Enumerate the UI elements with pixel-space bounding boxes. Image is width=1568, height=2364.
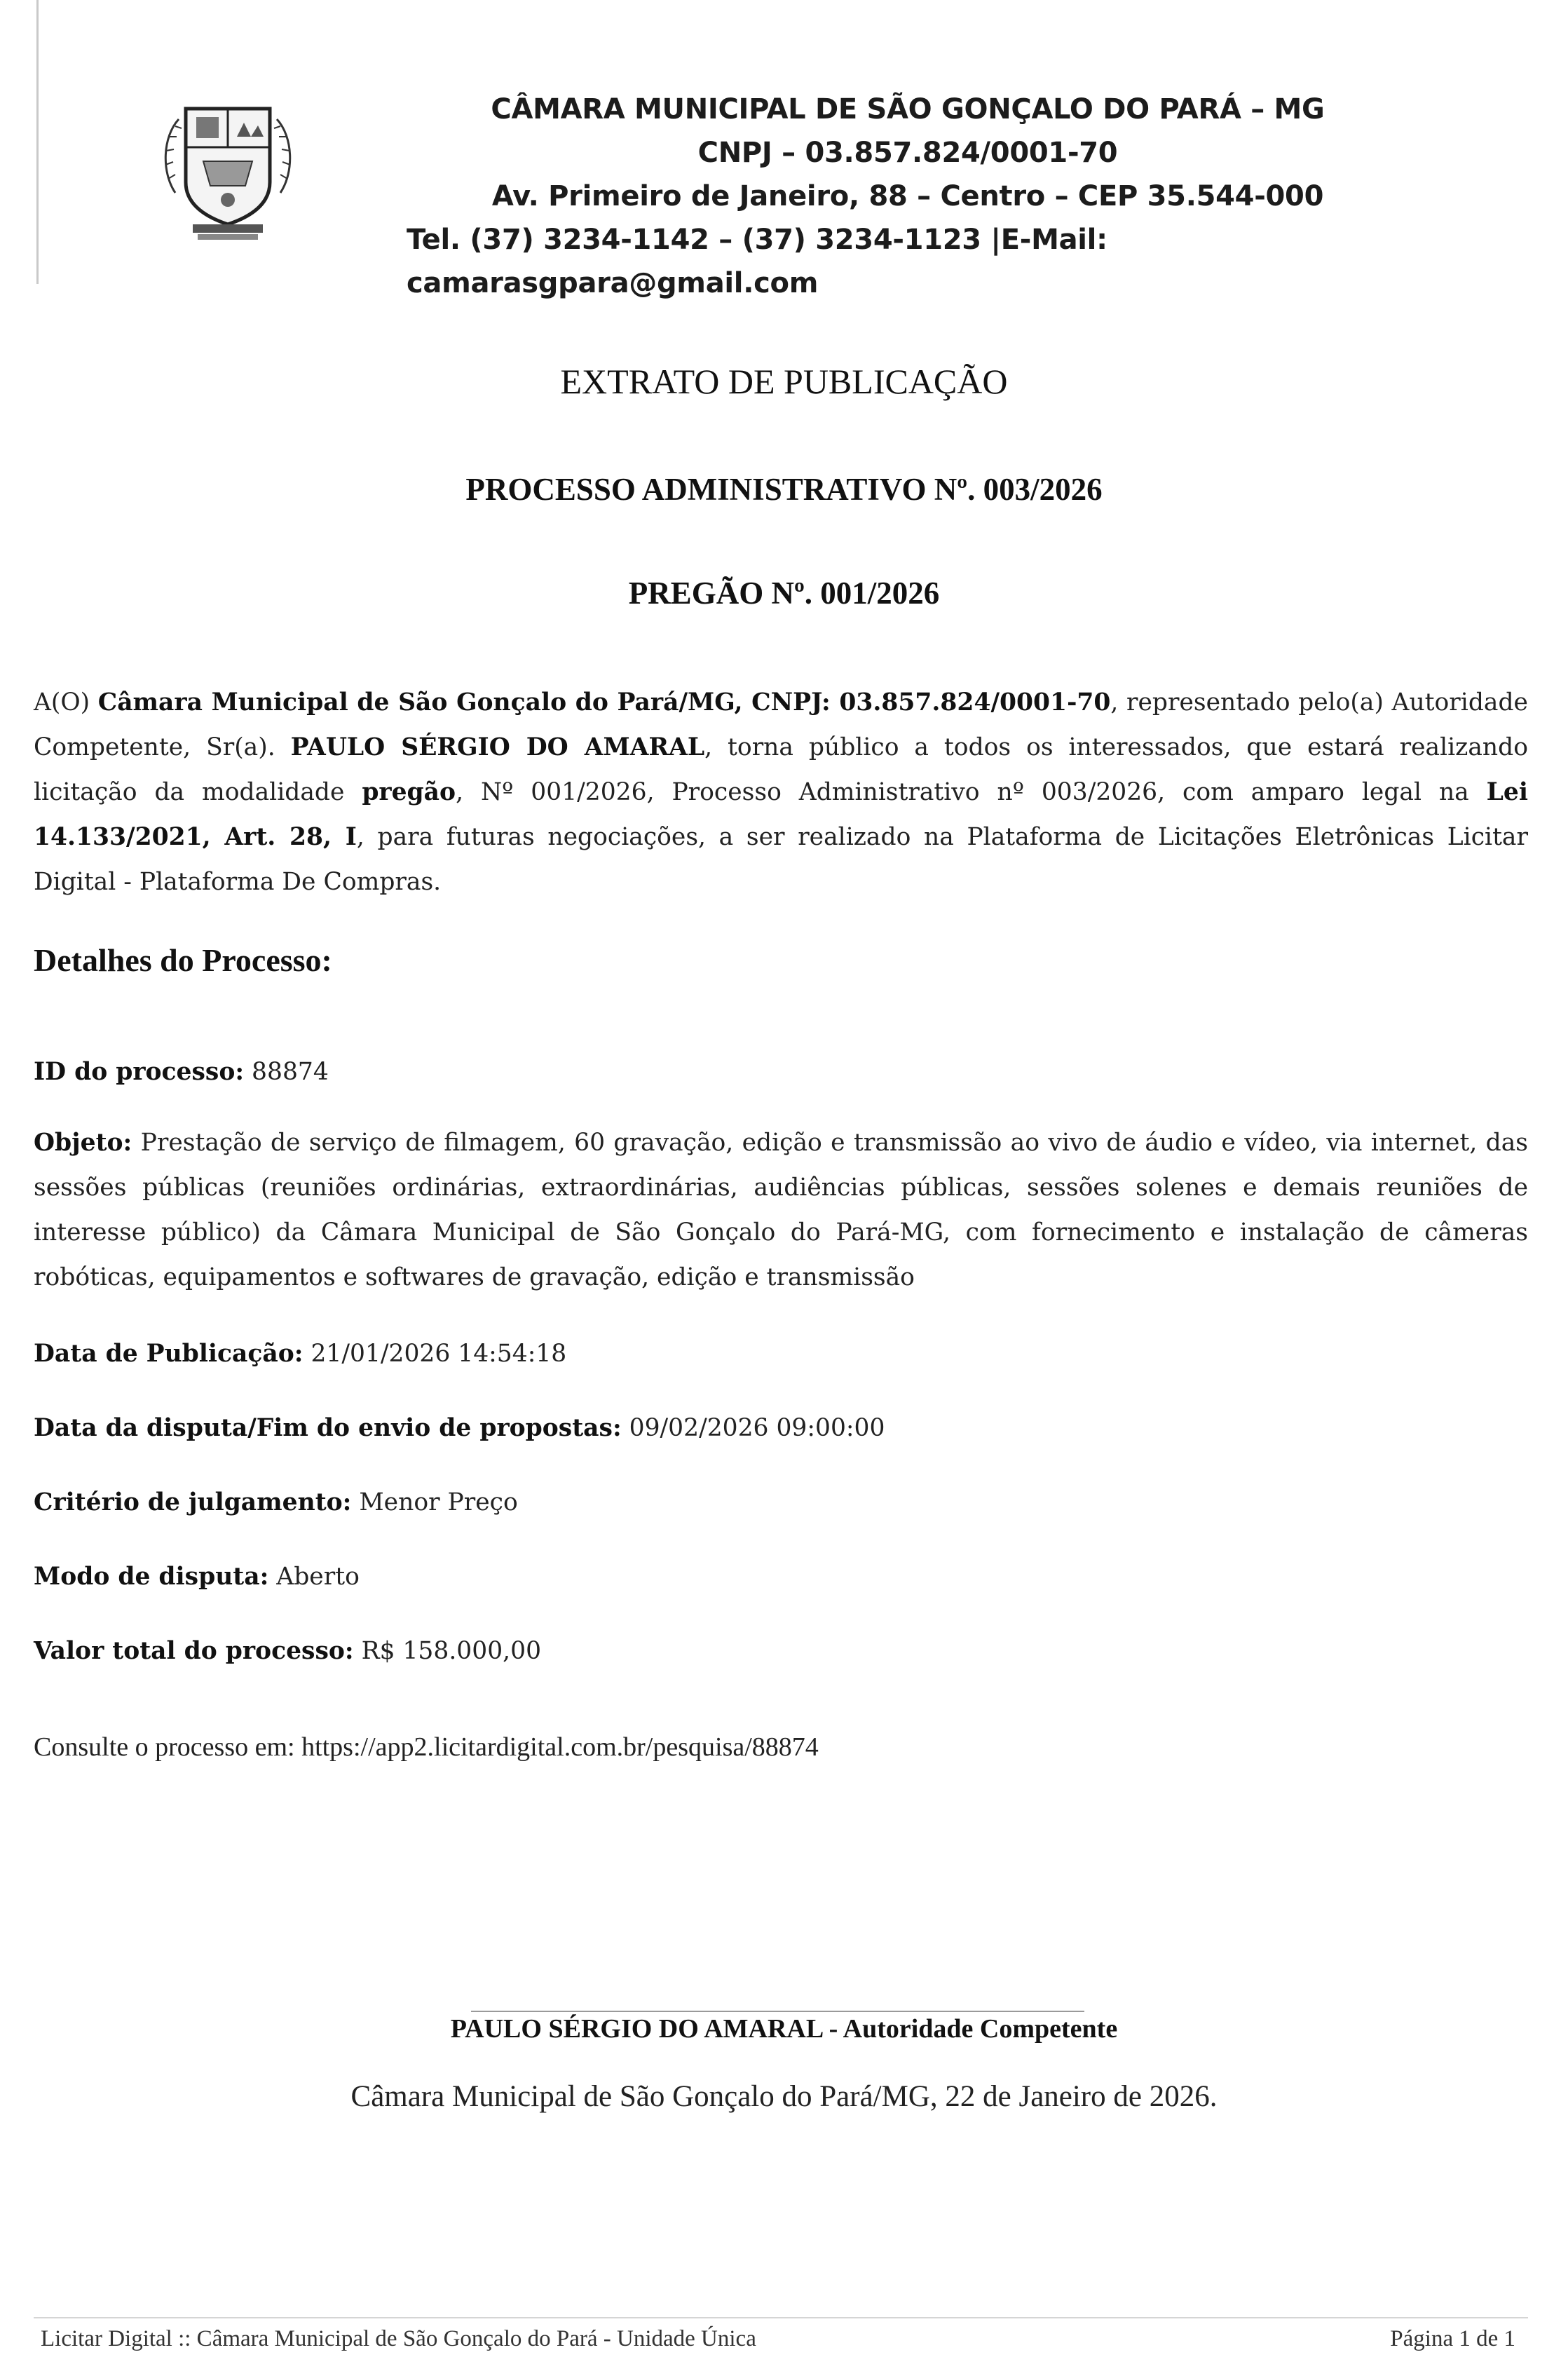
letterhead-name: CÂMARA MUNICIPAL DE SÃO GONÇALO DO PARÁ – MG: [491, 93, 1325, 125]
signature-line: [471, 2011, 1084, 2012]
detail-label: ID do processo:: [34, 1058, 245, 1086]
detail-value: Menor Preço: [359, 1488, 518, 1516]
detail-total-value: [34, 1629, 1528, 1673]
header-left-rule: [36, 0, 39, 284]
footer-divider: [34, 2317, 1528, 2318]
detail-objeto: [34, 1120, 1528, 1300]
intro-text-1: A(O): [34, 688, 98, 716]
intro-authority: PAULO SÉRGIO DO AMARAL: [290, 733, 705, 761]
letterhead: [407, 88, 1409, 305]
footer-source: Licitar Digital :: Câmara Municipal de São Gonçalo do Pará - Unidade Única: [41, 2326, 756, 2351]
document-title: EXTRATO DE PUBLICAÇÃO: [560, 362, 1008, 401]
detail-value: Aberto: [276, 1563, 360, 1591]
intro-text-4: , Nº 001/2026, Processo Administrativo nº 003/2026, com amparo legal na: [456, 778, 1487, 806]
details-heading: Detalhes do Processo:: [34, 942, 332, 978]
detail-value: 88874: [252, 1058, 329, 1086]
municipal-crest-logo: [154, 95, 301, 242]
detail-value: 21/01/2026 14:54:18: [311, 1340, 567, 1368]
pregao-number-title: PREGÃO Nº. 001/2026: [628, 576, 940, 611]
detail-criterion: [34, 1480, 1528, 1525]
intro-paragraph: [34, 680, 1528, 904]
intro-text-2: , representado pelo(a) Autoridade Competente, Sr(a).: [34, 688, 1528, 761]
detail-dispute-mode: [34, 1554, 1528, 1599]
letterhead-cnpj: CNPJ – 03.857.824/0001-70: [697, 137, 1118, 169]
detail-label: Data de Publicação:: [34, 1340, 304, 1368]
intro-organization: Câmara Municipal de São Gonçalo do Pará/MG, CNPJ: 03.857.824/0001-70: [97, 688, 1111, 716]
letterhead-address: Av. Primeiro de Janeiro, 88 – Centro – CEP 35.544-000: [491, 180, 1324, 212]
consult-label: Consulte o processo em:: [34, 1732, 295, 1762]
intro-text-5: , para futuras negociações, a ser realizado na Plataforma de Licitações Eletrônicas Licitar Digital - Plataforma De Compras.: [34, 823, 1528, 896]
detail-dispute-date: [34, 1406, 1528, 1451]
detail-value: R$ 158.000,00: [361, 1637, 542, 1665]
detail-label: Modo de disputa:: [34, 1563, 269, 1591]
footer-page-number: Página 1 de 1: [1390, 2326, 1515, 2351]
detail-label: Data da disputa/Fim do envio de propostas:: [34, 1414, 622, 1442]
detail-label: Critério de julgamento:: [34, 1488, 352, 1516]
place-and-date: Câmara Municipal de São Gonçalo do Pará/MG, 22 de Janeiro de 2026.: [350, 2080, 1218, 2113]
detail-process-id: [34, 1049, 1528, 1094]
detail-label: Valor total do processo:: [34, 1637, 354, 1665]
signer-name: PAULO SÉRGIO DO AMARAL - Autoridade Competente: [450, 2014, 1118, 2044]
intro-text-3: , torna público a todos os interessados, que estará realizando licitação da modalidade: [34, 733, 1528, 806]
intro-law: Lei 14.133/2021, Art. 28, I: [34, 778, 1528, 851]
detail-value: 09/02/2026 09:00:00: [629, 1414, 885, 1442]
process-number-title: PROCESSO ADMINISTRATIVO Nº. 003/2026: [465, 472, 1103, 507]
detail-value: Prestação de serviço de filmagem, 60 gravação, edição e transmissão ao vivo de áudio e vídeo, via internet, das sessões públicas (reuniões ordinárias, extraordinárias, audiências públicas, sessões solenes e demais reuniões de interesse público) da Câmara Municipal de São Gonçalo do Pará-MG, com fornecimento e instalação de câmeras robóticas, equipamentos e softwares de gravação, edição e transmissão: [34, 1129, 1529, 1291]
consult-link[interactable]: https://app2.licitardigital.com.br/pesquisa/88874: [301, 1732, 819, 1762]
consult-line: [34, 1732, 819, 1762]
detail-publication-date: [34, 1331, 1528, 1376]
letterhead-contact: Tel. (37) 3234-1142 – (37) 3234-1123 |E-Mail: camarasgpara@gmail.com: [407, 224, 1107, 299]
detail-label: Objeto:: [34, 1129, 132, 1157]
intro-modality: pregão: [362, 778, 456, 806]
